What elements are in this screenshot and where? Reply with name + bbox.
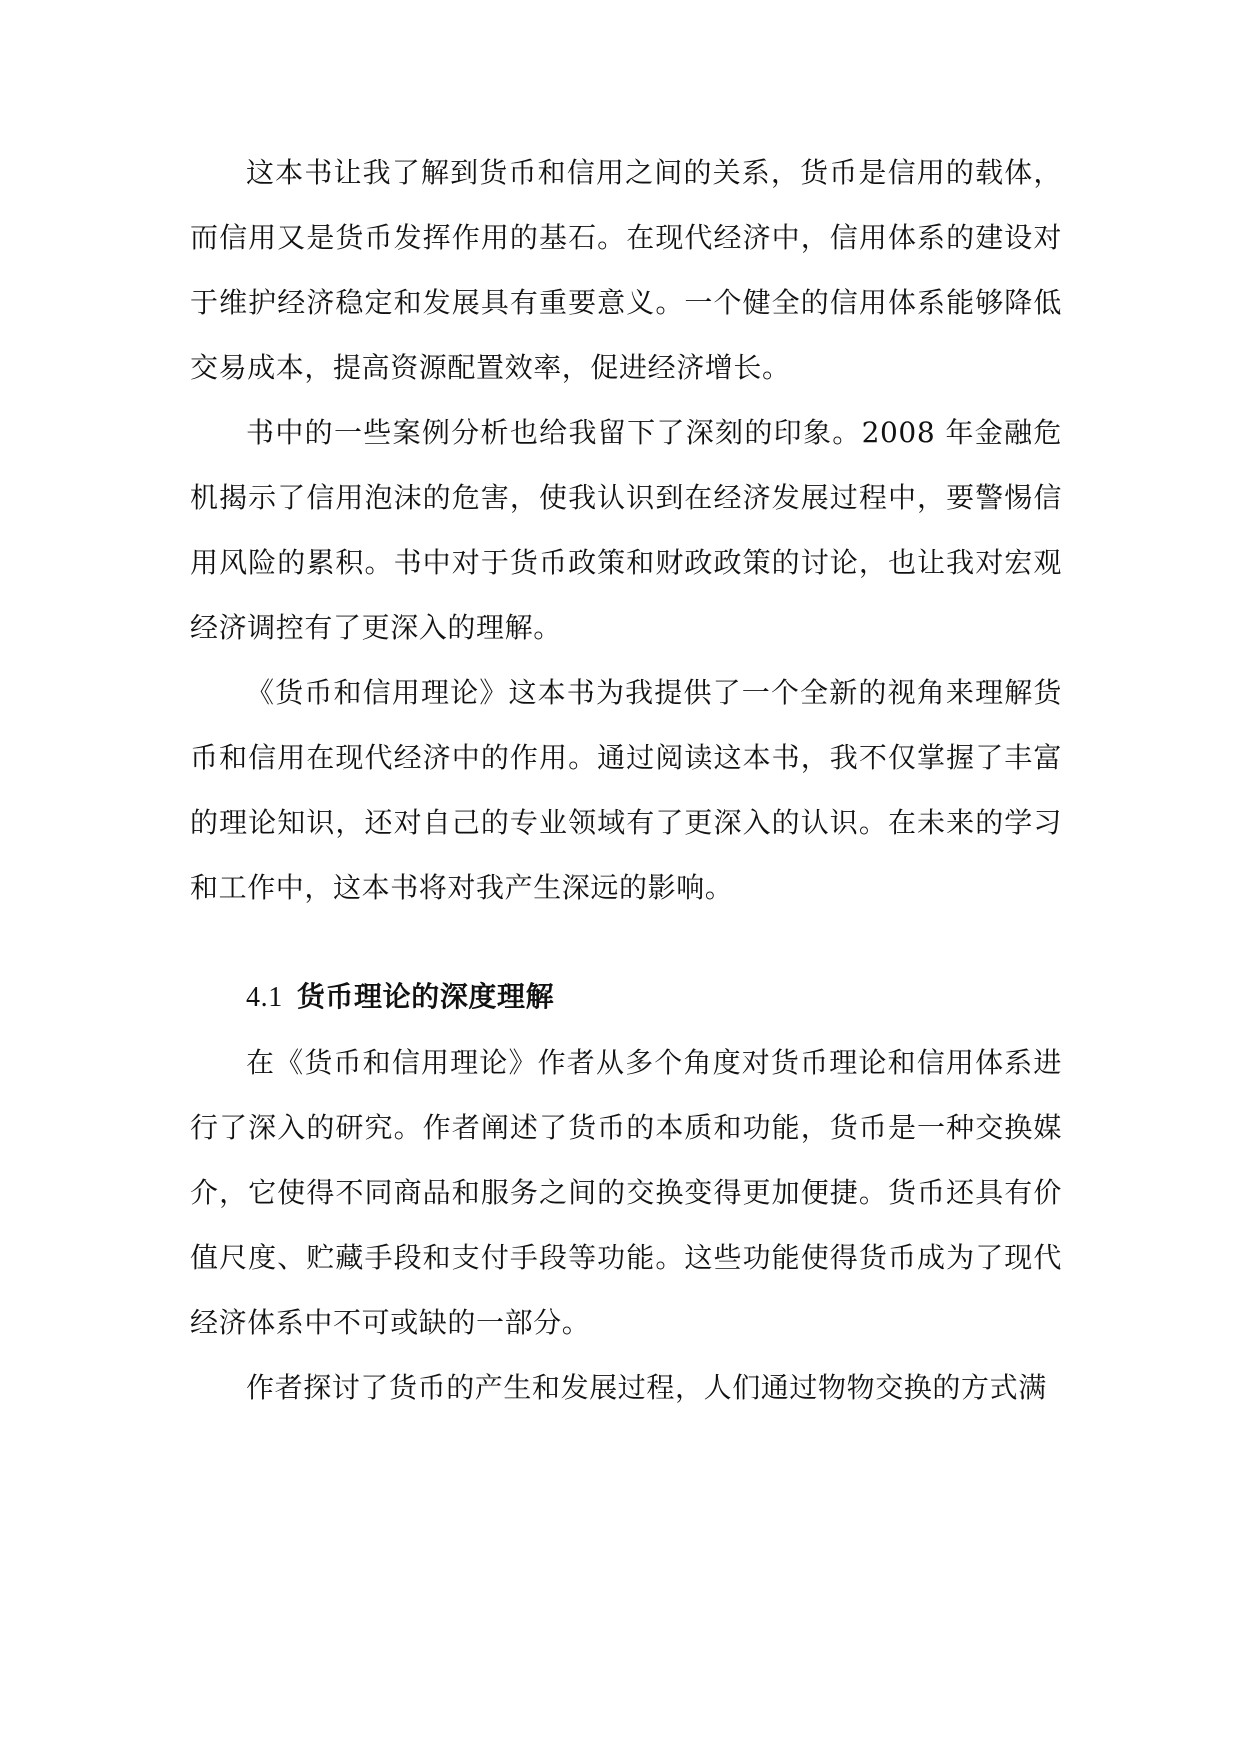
paragraph-money-credit-relation: 这本书让我了解到货币和信用之间的关系，货币是信用的载体，而信用又是货币发挥作用的基石。在现代经济中，信用体系的建设对于维护经济稳定和发展具有重要意义。一个健全的信用体系能够降低交易成本，提高资源配置效率，促进经济增长。 [190, 156, 1062, 384]
section-heading [190, 964, 1062, 1030]
section-number: 4.1 [246, 982, 283, 1013]
paragraph-book-perspective: 《货币和信用理论》这本书为我提供了一个全新的视角来理解货币和信用在现代经济中的作用。通过阅读这本书，我不仅掌握了丰富的理论知识，还对自己的专业领域有了更深入的认识。在未来的学习和工作中，这本书将对我产生深远的影响。 [190, 676, 1062, 904]
document-body [190, 140, 1062, 1420]
paragraph-money-theory: 在《货币和信用理论》作者从多个角度对货币理论和信用体系进行了深入的研究。作者阐述了货币的本质和功能，货币是一种交换媒介，它使得不同商品和服务之间的交换变得更加便捷。货币还具有价值尺度、贮藏手段和支付手段等功能。这些功能使得货币成为了现代经济体系中不可或缺的一部分。 [190, 1046, 1062, 1339]
paragraph-money-origin: 作者探讨了货币的产生和发展过程，人们通过物物交换的方式满 [246, 1371, 1047, 1404]
paragraph-case-analysis: 书中的一些案例分析也给我留下了深刻的印象。2008 年金融危机揭示了信用泡沫的危害，使我认识到在经济发展过程中，要警惕信用风险的累积。书中对于货币政策和财政政策的讨论，也让我对宏观经济调控有了更深入的理解。 [190, 416, 1062, 644]
section-title: 货币理论的深度理解 [296, 980, 555, 1013]
